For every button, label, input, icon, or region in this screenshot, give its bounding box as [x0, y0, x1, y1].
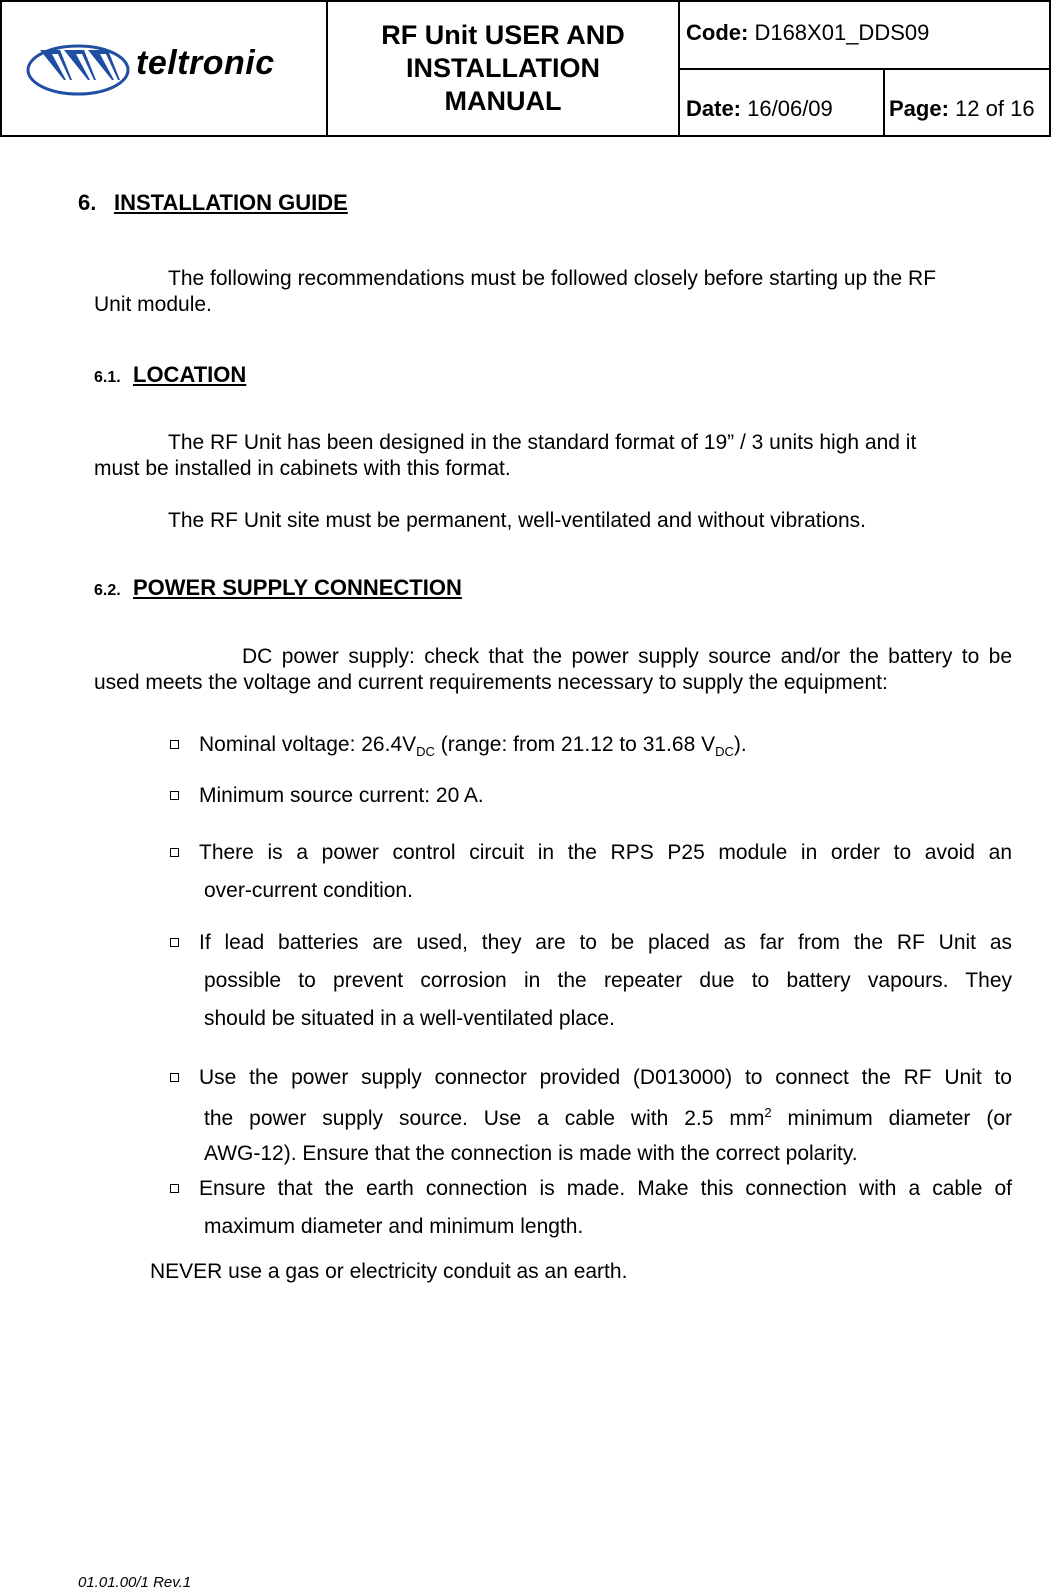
- bullet-line: possible to prevent corrosion in the repeater due to battery vapours. They: [204, 969, 1012, 992]
- bullet-line: [170, 924, 1012, 962]
- document-header: [0, 0, 1051, 137]
- code-label: Code:: [686, 20, 749, 45]
- bullet-line: AWG-12). Ensure that the connection is made with the correct polarity.: [204, 1142, 858, 1165]
- bullet-min-current: [170, 784, 1012, 808]
- bullet-line: over-current condition.: [204, 879, 413, 902]
- code-value: D168X01_DDS09: [754, 20, 930, 45]
- date-value: 16/06/09: [747, 96, 833, 121]
- location-line-2: must be installed in cabinets with this format.: [94, 457, 511, 480]
- intro-line-2: Unit module.: [94, 293, 212, 316]
- section-number: 6.: [78, 190, 97, 215]
- power-heading: [94, 575, 462, 601]
- earth-warning: NEVER use a gas or electricity conduit as an earth.: [150, 1260, 628, 1283]
- bullet-text: There is a power control circuit in the RPS P25 module in order to avoid an: [199, 841, 1012, 864]
- date-cell: [680, 70, 885, 135]
- bullet-text: ).: [733, 733, 747, 756]
- power-intro-line-2: used meets the voltage and current requirements necessary to supply the equipment:: [94, 671, 888, 694]
- power-intro-line-1: DC power supply: check that the power supply source and/or the battery to be: [242, 645, 1012, 668]
- logo-cell: [2, 2, 328, 135]
- location-heading: [94, 362, 246, 388]
- bullet-nominal-voltage: [170, 733, 1012, 759]
- location-paragraph-2: [94, 508, 1012, 534]
- section-heading: [78, 190, 348, 216]
- power-intro-paragraph: [94, 644, 1012, 696]
- bullet-power-connector: [170, 1060, 1012, 1171]
- bullet-text: Minimum source current: 20 A.: [199, 784, 484, 807]
- page-cell: [885, 70, 1051, 135]
- bullet-line: [170, 1170, 1012, 1208]
- document-title: RF Unit USER AND INSTALLATION MANUAL: [381, 20, 625, 116]
- teltronic-logo-icon: [26, 36, 132, 98]
- section-title: INSTALLATION GUIDE: [114, 190, 348, 215]
- bullet-text: the power supply source. Use a cable with 2.5 mm: [204, 1107, 765, 1130]
- bullet-line: [170, 1060, 1012, 1095]
- bullet-earth-connection: [170, 1170, 1012, 1246]
- bullet-lead-batteries: [170, 924, 1012, 1038]
- bullet-power-control: [170, 834, 1012, 910]
- location-paragraph-1: [94, 430, 1012, 482]
- intro-paragraph: [94, 266, 1012, 318]
- location-title: LOCATION: [133, 362, 247, 387]
- bullet-text: (range: from 21.12 to 31.68 V: [434, 733, 716, 756]
- logo-text: teltronic: [136, 44, 275, 82]
- superscript: 2: [764, 1105, 772, 1120]
- checkbox-bullet-icon: [170, 740, 179, 749]
- power-title: POWER SUPPLY CONNECTION: [133, 575, 462, 600]
- code-cell: [680, 2, 1051, 70]
- power-number: 6.2.: [94, 582, 121, 599]
- location-line-3: The RF Unit site must be permanent, well-ventilated and without vibrations.: [168, 509, 866, 532]
- checkbox-bullet-icon: [170, 938, 179, 947]
- bullet-text: Use the power supply connector provided (D013000) to connect the RF Unit to: [199, 1066, 1012, 1089]
- bullet-line: maximum diameter and minimum length.: [204, 1215, 584, 1238]
- checkbox-bullet-icon: [170, 848, 179, 857]
- intro-line-1: The following recommendations must be followed closely before starting up the RF: [168, 267, 937, 290]
- bullet-text: Nominal voltage: 26.4V: [199, 733, 417, 756]
- checkbox-bullet-icon: [170, 1184, 179, 1193]
- checkbox-bullet-icon: [170, 791, 179, 800]
- bullet-line: [170, 1095, 1012, 1136]
- page-label: Page:: [889, 96, 949, 121]
- footer-revision: 01.01.00/1 Rev.1: [78, 1574, 192, 1591]
- bullet-text: minimum diameter (or: [771, 1107, 1012, 1130]
- bullet-text: If lead batteries are used, they are to be placed as far from the RF Unit as: [199, 931, 1012, 954]
- checkbox-bullet-icon: [170, 1073, 179, 1082]
- bullet-line: should be situated in a well-ventilated place.: [204, 1007, 615, 1030]
- page-value: 12 of 16: [955, 96, 1035, 121]
- subscript: DC: [416, 744, 435, 760]
- date-label: Date:: [686, 96, 742, 121]
- location-line-1: The RF Unit has been designed in the standard format of 19” / 3 units high and it: [168, 431, 917, 454]
- bullet-line: [170, 834, 1012, 872]
- location-number: 6.1.: [94, 369, 121, 386]
- document-title-cell: [328, 2, 680, 135]
- subscript: DC: [715, 744, 734, 760]
- bullet-text: Ensure that the earth connection is made. Make this connection with a cable of: [199, 1177, 1012, 1200]
